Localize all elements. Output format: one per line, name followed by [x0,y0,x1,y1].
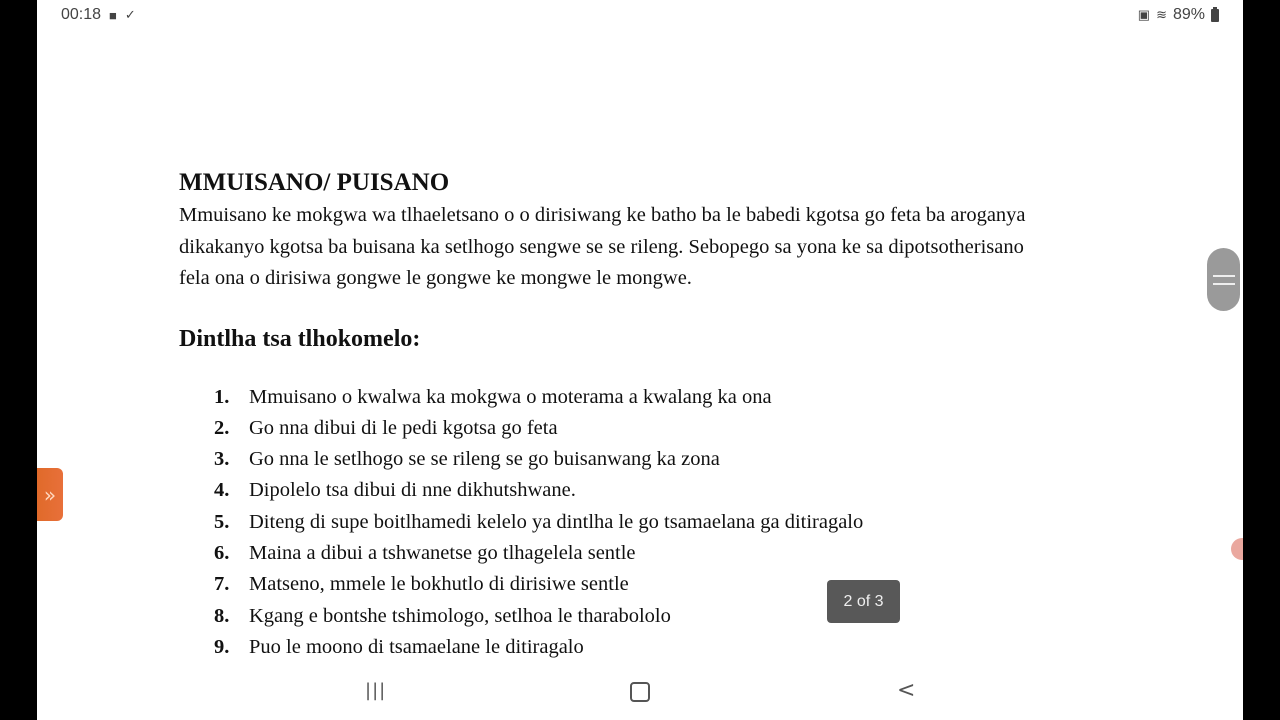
item-number: 5. [214,510,230,533]
item-number: 6. [214,541,230,564]
wifi-icon: ≋ [1156,7,1167,22]
item-text: Maina a dibui a tshwanetse go tlhagelela sentle [249,541,636,564]
double-chevron-right-icon: » [43,482,57,507]
document-paragraph: Mmuisano ke mokgwa wa tlhaeletsano o o dirisiwang ke batho ba le babedi kgotsa go feta ba aroganya dikakanyo kgotsa ba buisana ka setlhogo sengwe se se rileng. Sebopego sa yona ke sa dipotsotherisano fela ona o dirisiwa gongwe le gongwe ke mongwe le mongwe. [179,204,1026,289]
status-bar [37,0,1243,30]
item-text: Kgang e bontshe tshimologo, setlhoa le tharabololo [249,604,671,627]
battery-icon [1211,9,1219,22]
item-number: 8. [214,604,230,627]
page-indicator: 2 of 3 [827,580,900,623]
side-panel-toggle-button[interactable] [37,468,63,521]
clock: 00:18 [61,6,102,23]
document-page [179,166,1059,663]
item-text: Mmuisano o kwalwa ka mokgwa o moterama a kwalang ka ona [249,385,772,408]
list-item [214,444,1059,475]
item-text: Diteng di supe boitlhamedi kelelo ya dintlha le go tsamaelana ga ditiragalo [249,510,864,533]
back-button[interactable]: < [897,678,916,703]
points-list [214,382,1059,664]
list-item [214,632,1059,663]
recents-button[interactable]: ||| [365,680,387,701]
battery-saver-icon: ▣ [1137,7,1151,22]
list-item [214,475,1059,506]
list-item [214,538,1059,569]
item-text: Go nna le setlhogo se se rileng se go buisanwang ka zona [249,448,720,471]
item-text: Go nna dibui di le pedi kgotsa go feta [249,416,558,439]
item-number: 3. [214,448,230,471]
item-number: 4. [214,479,230,502]
item-number: 2. [214,416,230,439]
section-heading: Dintlha tsa tlhokomelo: [179,325,421,352]
scrollbar-handle[interactable] [1207,248,1240,311]
navigation-bar [37,678,1243,708]
item-text: Puo le moono di tsamaelane le ditiragalo [249,635,584,658]
list-item [214,382,1059,413]
item-number: 1. [214,385,230,408]
item-text: Matseno, mmele le bokhutlo di dirisiwe sentle [249,573,629,596]
video-record-icon: ■ [109,7,117,23]
battery-percent: 89% [1172,6,1205,23]
document-title: MMUISANO/ PUISANO [179,169,450,196]
item-text: Dipolelo tsa dibui di nne dikhutshwane. [249,479,576,502]
item-number: 7. [214,573,230,596]
screen [37,0,1243,720]
home-button[interactable] [630,682,650,702]
list-item [214,413,1059,444]
download-done-icon: ✓ [124,7,136,22]
item-number: 9. [214,635,230,658]
floating-dot-icon[interactable] [1231,538,1243,560]
list-item [214,507,1059,538]
list-item [214,601,1059,632]
list-item [214,569,1059,600]
